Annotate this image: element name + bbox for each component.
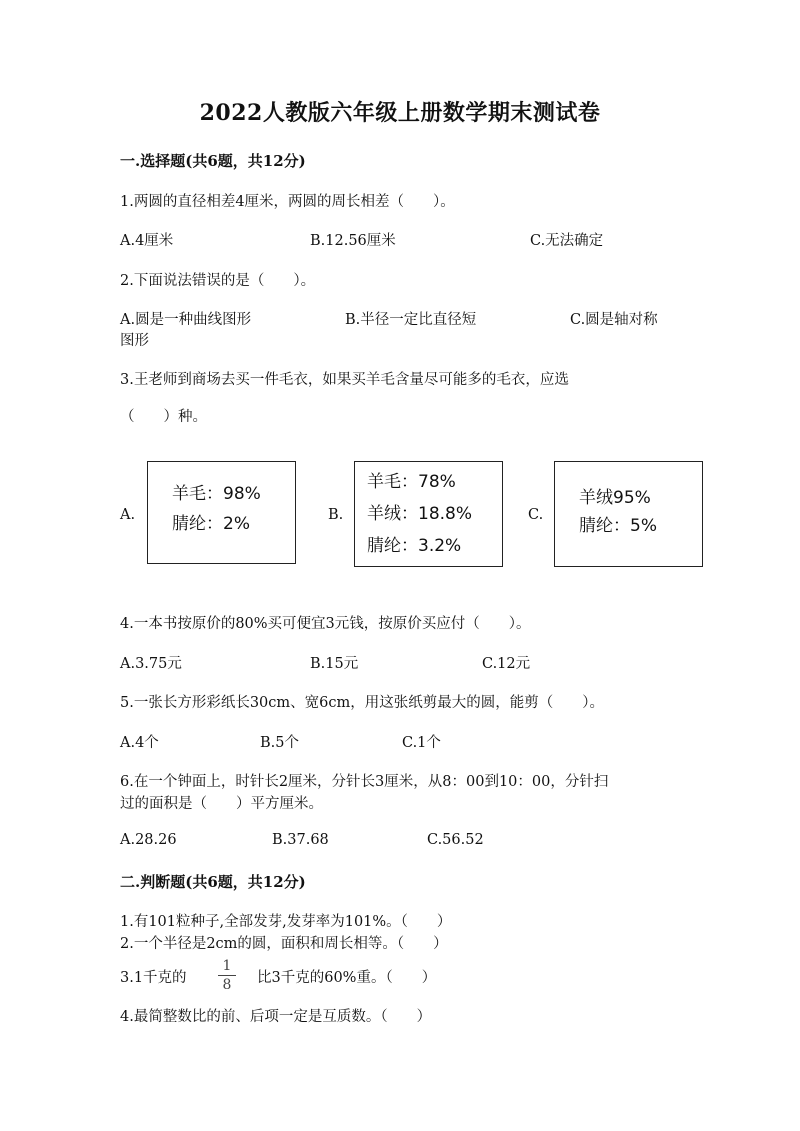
q2-option-c-continued: 图形 xyxy=(120,333,149,349)
q3-box-b-line-1: 羊毛：78% xyxy=(367,472,456,492)
q3-label-a: A. xyxy=(120,507,136,523)
question-2: 2.下面说法错误的是（ ）。 xyxy=(120,273,316,289)
question-5: 5.一张长方形彩纸长30cm、宽6cm，用这张纸剪最大的圆，能剪（ ）。 xyxy=(120,695,604,711)
judgment-4: 4.最简整数比的前、后项一定是互质数。（ ） xyxy=(120,1009,432,1025)
q6-option-c: C.56.52 xyxy=(427,832,484,848)
q3-label-b: B. xyxy=(328,507,344,523)
q3-box-a-line-1: 羊毛：98% xyxy=(172,484,261,504)
q3-box-b-line-2: 羊绒：18.8% xyxy=(367,504,473,524)
q3-box-c xyxy=(554,461,703,567)
judgment-3-suffix: 比3千克的60%重。（ ） xyxy=(257,970,437,986)
q2-option-c: C.圆是轴对称 xyxy=(570,312,658,328)
q6-option-b: B.37.68 xyxy=(272,832,329,848)
judgment-1: 1.有101粒种子,全部发芽,发芽率为101%。（ ） xyxy=(120,914,452,930)
page-title: 2022人教版六年级上册数学期末测试卷 xyxy=(199,100,601,126)
q2-option-a: A.圆是一种曲线图形 xyxy=(120,312,252,328)
section-heading-choice: 一.选择题(共6题，共12分) xyxy=(120,152,306,170)
q1-option-c: C.无法确定 xyxy=(530,233,604,249)
q5-option-b: B.5个 xyxy=(260,735,299,751)
q4-option-b: B.15元 xyxy=(310,656,359,672)
q1-option-b: B.12.56厘米 xyxy=(310,233,396,249)
q6-option-a: A.28.26 xyxy=(120,832,177,848)
section-heading-judgment: 二.判断题(共6题，共12分) xyxy=(120,873,306,891)
q3-box-a xyxy=(147,461,296,564)
judgment-3-fraction xyxy=(218,958,236,993)
question-3-line2: （ ）种。 xyxy=(120,409,207,425)
q4-option-c: C.12元 xyxy=(482,656,531,672)
q3-label-c: C. xyxy=(528,507,544,523)
q5-option-c: C.1个 xyxy=(402,735,441,751)
q3-box-c-line-2: 腈纶：5% xyxy=(579,516,657,536)
fraction-bar xyxy=(218,975,236,976)
question-1: 1.两圆的直径相差4厘米，两圆的周长相差（ ）。 xyxy=(120,194,455,210)
fraction-denominator: 8 xyxy=(222,977,232,993)
question-6-line2: 过的面积是（ ）平方厘米。 xyxy=(120,796,323,812)
judgment-2: 2.一个半径是2cm的圆，面积和周长相等。（ ） xyxy=(120,936,448,952)
fraction-numerator: 1 xyxy=(222,958,232,974)
q3-box-b xyxy=(354,461,503,567)
question-3: 3.王老师到商场去买一件毛衣，如果买羊毛含量尽可能多的毛衣，应选 xyxy=(120,372,569,388)
judgment-3-prefix: 3.1千克的 xyxy=(120,970,187,986)
q3-box-b-line-3: 腈纶：3.2% xyxy=(367,536,462,556)
q5-option-a: A.4个 xyxy=(120,735,159,751)
q2-option-b: B.半径一定比直径短 xyxy=(345,312,477,328)
question-4: 4.一本书按原价的80%买可便宜3元钱，按原价买应付（ ）。 xyxy=(120,616,531,632)
q3-box-a-line-2: 腈纶：2% xyxy=(172,514,250,534)
q3-box-c-line-1: 羊绒95% xyxy=(579,488,651,508)
question-6: 6.在一个钟面上，时针长2厘米，分针长3厘米，从8：00到10：00，分针扫 xyxy=(120,774,609,790)
q4-option-a: A.3.75元 xyxy=(120,656,182,672)
q1-option-a: A.4厘米 xyxy=(120,233,174,249)
